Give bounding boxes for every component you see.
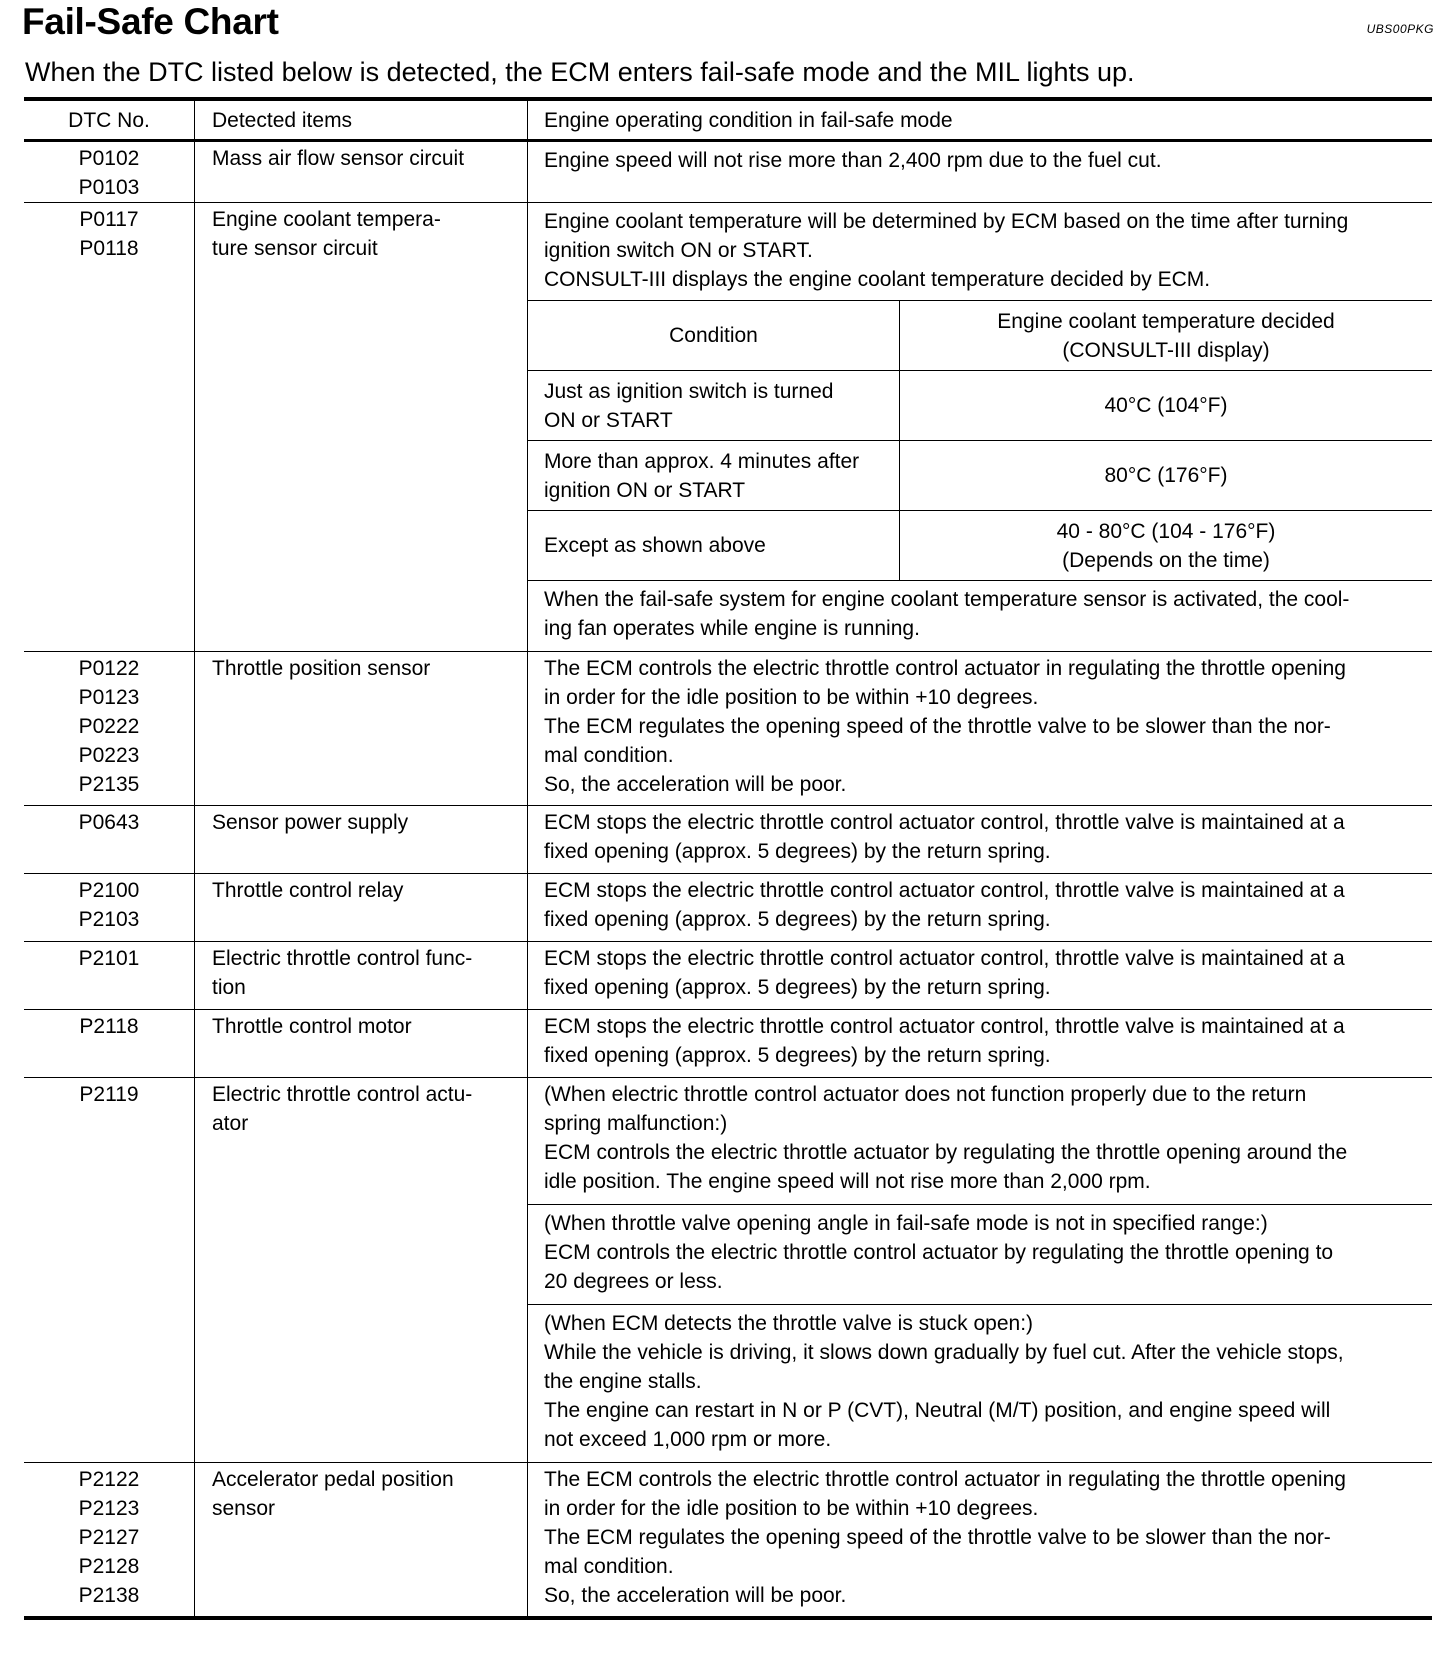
detected-item-text: Electric throttle control actu-: [212, 1083, 473, 1106]
dtc-code: P0118: [79, 237, 139, 260]
dtc-code: P2101: [78, 947, 140, 970]
fail-safe-table: [24, 97, 1432, 1620]
condition-text: ECM stops the electric throttle control actuator control, throttle valve is maintained at a: [544, 947, 1345, 970]
subtable-condition-line: ON or START: [544, 408, 673, 432]
condition-text: fixed opening (approx. 5 degrees) by the return spring.: [544, 840, 1051, 863]
condition-text: ECM stops the electric throttle control actuator control, throttle valve is maintained at a: [544, 879, 1345, 902]
subtable-header-condition: Condition: [528, 301, 900, 371]
detected-item-cell: [195, 806, 528, 874]
subtable-header-value-line: (CONSULT-III display): [1062, 338, 1270, 362]
dtc-code: P0103: [78, 176, 140, 199]
header-dtc: DTC No.: [24, 99, 195, 141]
dtc-cell: [24, 1463, 195, 1619]
condition-text: So, the acceleration will be poor.: [544, 1584, 847, 1607]
condition-text: ECM controls the electric throttle actuator by regulating the throttle opening around the: [544, 1141, 1348, 1164]
condition-text: ECM stops the electric throttle control actuator control, throttle valve is maintained at a: [544, 1015, 1345, 1038]
condition-text: CONSULT-III displays the engine coolant temperature decided by ECM.: [544, 268, 1211, 291]
dtc-code: P2123: [78, 1497, 140, 1520]
detected-item-text: tion: [212, 976, 246, 999]
dtc-code: P2138: [78, 1584, 140, 1607]
subtable-row: [528, 371, 1432, 441]
condition-text: not exceed 1,000 rpm or more.: [544, 1428, 832, 1451]
condition-cell: [528, 1078, 1433, 1463]
dtc-code: P2119: [79, 1083, 139, 1106]
detected-item-text: Accelerator pedal position: [212, 1468, 454, 1491]
dtc-code: P0122: [78, 657, 140, 680]
table-row: [24, 942, 1432, 1010]
condition-text: ignition switch ON or START.: [544, 239, 813, 262]
detected-item-cell: [195, 203, 528, 652]
intro-text: When the DTC listed below is detected, the ECM enters fail-safe mode and the MIL lights up.: [25, 57, 1135, 87]
condition-text: (When ECM detects the throttle valve is stuck open:): [544, 1312, 1034, 1335]
table-header-row: [24, 99, 1432, 141]
condition-text: ECM stops the electric throttle control actuator control, throttle valve is maintained at a: [544, 811, 1345, 834]
detected-item-cell: [195, 1010, 528, 1078]
condition-text: fixed opening (approx. 5 degrees) by the return spring.: [544, 976, 1051, 999]
condition-text: fixed opening (approx. 5 degrees) by the return spring.: [544, 1044, 1051, 1067]
condition-cell: [528, 806, 1433, 874]
page-title: Fail-Safe Chart: [22, 1, 279, 42]
condition-text: Engine coolant temperature will be determined by ECM based on the time after turning: [544, 210, 1349, 233]
dtc-code: P2103: [78, 908, 140, 931]
condition-cell: [528, 874, 1433, 942]
subtable-value-line: (Depends on the time): [1062, 548, 1270, 572]
coolant-temperature-subtable: [528, 300, 1432, 581]
dtc-cell: [24, 942, 195, 1010]
subtable-header-value-line: Engine coolant temperature decided: [997, 309, 1335, 333]
condition-cell: [528, 141, 1433, 203]
condition-text: idle position. The engine speed will not rise more than 2,000 rpm.: [544, 1170, 1151, 1193]
dtc-code: P2100: [78, 879, 140, 902]
condition-text: When the fail-safe system for engine coolant temperature sensor is activated, the cool-: [544, 588, 1350, 611]
dtc-cell: [24, 141, 195, 203]
dtc-code: P2135: [78, 773, 140, 796]
detected-item-text: Engine coolant tempera-: [212, 208, 441, 231]
subtable-value: [900, 511, 1433, 581]
condition-text: The ECM regulates the opening speed of the throttle valve to be slower than the nor-: [544, 715, 1331, 738]
dtc-code: P0223: [78, 744, 140, 767]
dtc-code: P0117: [79, 208, 139, 231]
table-row: [24, 203, 1432, 652]
table-row: [24, 141, 1432, 203]
detected-item-cell: [195, 942, 528, 1010]
dtc-cell: [24, 1010, 195, 1078]
dtc-code: P2127: [78, 1526, 140, 1549]
condition-text: fixed opening (approx. 5 degrees) by the return spring.: [544, 908, 1051, 931]
table-row: [24, 874, 1432, 942]
detected-item-text: ture sensor circuit: [212, 237, 378, 260]
condition-text: ECM controls the electric throttle control actuator by regulating the throttle opening to: [544, 1241, 1334, 1264]
subtable-condition-line: More than approx. 4 minutes after: [544, 449, 860, 473]
condition-text: While the vehicle is driving, it slows down gradually by fuel cut. After the vehicle stops,: [544, 1341, 1344, 1364]
dtc-cell: [24, 203, 195, 652]
condition-cell: [528, 1463, 1433, 1619]
subtable-value: 80°C (176°F): [900, 441, 1433, 511]
dtc-code: P2118: [79, 1015, 139, 1038]
condition-cell: [528, 652, 1433, 806]
dtc-cell: [24, 806, 195, 874]
subtable-condition-line: ignition ON or START: [544, 478, 746, 502]
detected-item-cell: [195, 874, 528, 942]
dtc-code: P2122: [78, 1468, 140, 1491]
condition-text: Engine speed will not rise more than 2,400 rpm due to the fuel cut.: [544, 149, 1162, 172]
subtable-value-line: 40 - 80°C (104 - 176°F): [1056, 519, 1276, 543]
condition-text: in order for the idle position to be within +10 degrees.: [544, 686, 1039, 709]
header-condition: Engine operating condition in fail-safe mode: [544, 108, 953, 132]
detected-item-text: ator: [212, 1112, 249, 1135]
document-code: UBS00PKG: [1366, 22, 1434, 36]
condition-text: (When electric throttle control actuator does not function properly due to the return: [544, 1083, 1307, 1106]
detected-item-text: sensor: [212, 1497, 276, 1520]
detected-item-cell: [195, 1078, 528, 1463]
condition-text: The engine can restart in N or P (CVT), Neutral (M/T) position, and engine speed will: [544, 1399, 1331, 1422]
dtc-cell: [24, 874, 195, 942]
condition-text: 20 degrees or less.: [544, 1270, 723, 1293]
detected-item-cell: [195, 652, 528, 806]
subtable-condition: Except as shown above: [528, 511, 900, 581]
table-row: [24, 1463, 1432, 1619]
subtable-condition: [528, 441, 900, 511]
condition-text: spring malfunction:): [544, 1112, 728, 1135]
subtable-header-value: [900, 301, 1433, 371]
condition-text: The ECM regulates the opening speed of the throttle valve to be slower than the nor-: [544, 1526, 1331, 1549]
condition-cell: [528, 942, 1433, 1010]
header-detected-items: Detected items: [195, 99, 528, 141]
dtc-cell: [24, 1078, 195, 1463]
condition-cell: [528, 1010, 1433, 1078]
dtc-code: P0643: [78, 811, 140, 834]
condition-text: mal condition.: [544, 1555, 674, 1578]
subtable-condition: [528, 371, 900, 441]
condition-text: mal condition.: [544, 744, 674, 767]
detected-item-text: Throttle position sensor: [212, 657, 431, 680]
condition-text: The ECM controls the electric throttle control actuator in regulating the throttle opening: [544, 657, 1346, 680]
condition-text: (When throttle valve opening angle in fail-safe mode is not in specified range:): [544, 1212, 1268, 1235]
table-row: [24, 806, 1432, 874]
subtable-header-row: [528, 301, 1432, 371]
subtable-condition-line: Just as ignition switch is turned: [544, 379, 834, 403]
detected-item-cell: [195, 141, 528, 203]
dtc-code: P0222: [78, 715, 140, 738]
detected-item-cell: [195, 1463, 528, 1619]
condition-text: The ECM controls the electric throttle control actuator in regulating the throttle opening: [544, 1468, 1346, 1491]
table-row: [24, 1078, 1432, 1463]
subtable-row: [528, 511, 1432, 581]
table-row: [24, 652, 1432, 806]
detected-item-text: Throttle control relay: [212, 879, 404, 902]
condition-text: So, the acceleration will be poor.: [544, 773, 847, 796]
detected-item-text: Electric throttle control func-: [212, 947, 473, 970]
condition-text: the engine stalls.: [544, 1370, 702, 1393]
dtc-code: P2128: [78, 1555, 140, 1578]
dtc-code: P0123: [78, 686, 140, 709]
condition-cell: [528, 203, 1433, 652]
dtc-code: P0102: [78, 147, 140, 170]
detected-item-text: Mass air flow sensor circuit: [212, 147, 465, 170]
detected-item-text: Sensor power supply: [212, 811, 409, 834]
table-row: [24, 1010, 1432, 1078]
subtable-value: 40°C (104°F): [900, 371, 1433, 441]
condition-text: ing fan operates while engine is running.: [544, 617, 920, 640]
detected-item-text: Throttle control motor: [212, 1015, 412, 1038]
condition-text: in order for the idle position to be within +10 degrees.: [544, 1497, 1039, 1520]
subtable-row: [528, 441, 1432, 511]
dtc-cell: [24, 652, 195, 806]
